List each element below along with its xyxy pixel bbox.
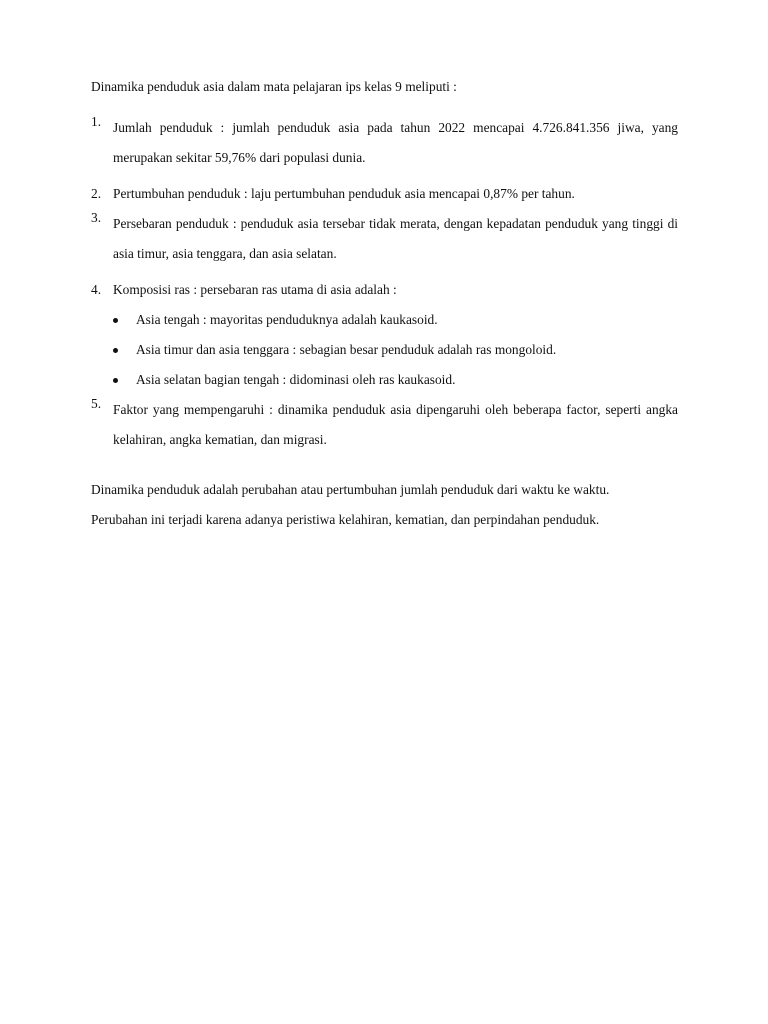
bullet-item-text: Asia selatan bagian tengah : didominasi oleh ras kaukasoid. xyxy=(136,372,456,387)
bullet-item xyxy=(113,371,678,389)
intro-paragraph: Dinamika penduduk asia dalam mata pelajaran ips kelas 9 meliputi : xyxy=(91,79,457,94)
list-item xyxy=(91,185,678,203)
list-item-text: Persebaran penduduk : penduduk asia tersebar tidak merata, dengan kepadatan penduduk yang tinggi di asia timur, asia tenggara, dan asia selatan. xyxy=(113,216,678,261)
list-item-number: 4. xyxy=(91,282,102,297)
bullet-item xyxy=(113,341,678,359)
list-item-text: Jumlah penduduk : jumlah penduduk asia pada tahun 2022 mencapai 4.726.841.356 jiwa, yang merupakan sekitar 59,76% dari populasi dunia. xyxy=(113,120,678,165)
list-item-number: 3. xyxy=(91,210,102,225)
bullet-icon xyxy=(113,348,118,353)
list-item-number: 5. xyxy=(91,396,102,411)
bullet-item xyxy=(113,311,678,329)
list-item-number: 2. xyxy=(91,186,102,201)
bullet-item-text: Asia tengah : mayoritas penduduknya adalah kaukasoid. xyxy=(136,312,438,327)
document-body xyxy=(91,78,678,535)
bullet-icon xyxy=(113,378,118,383)
list-item xyxy=(91,281,678,389)
numbered-list xyxy=(91,113,678,455)
closing-line: Perubahan ini terjadi karena adanya peristiwa kelahiran, kematian, dan perpindahan penduduk. xyxy=(91,512,600,527)
closing-paragraph xyxy=(91,475,678,535)
list-item xyxy=(91,113,678,173)
bullet-list xyxy=(113,311,678,389)
bullet-icon xyxy=(113,318,118,323)
list-item-text: Pertumbuhan penduduk : laju pertumbuhan penduduk asia mencapai 0,87% per tahun. xyxy=(113,186,575,201)
bullet-item-text: Asia timur dan asia tenggara : sebagian besar penduduk adalah ras mongoloid. xyxy=(136,342,557,357)
list-item xyxy=(91,395,678,455)
list-item-text: Komposisi ras : persebaran ras utama di asia adalah : xyxy=(113,282,397,297)
closing-line: Dinamika penduduk adalah perubahan atau pertumbuhan jumlah penduduk dari waktu ke waktu. xyxy=(91,482,610,497)
list-item-number: 1. xyxy=(91,114,102,129)
list-item xyxy=(91,209,678,269)
list-item-text: Faktor yang mempengaruhi : dinamika penduduk asia dipengaruhi oleh beberapa factor, seperti angka kelahiran, angka kematian, dan migrasi. xyxy=(113,402,678,447)
